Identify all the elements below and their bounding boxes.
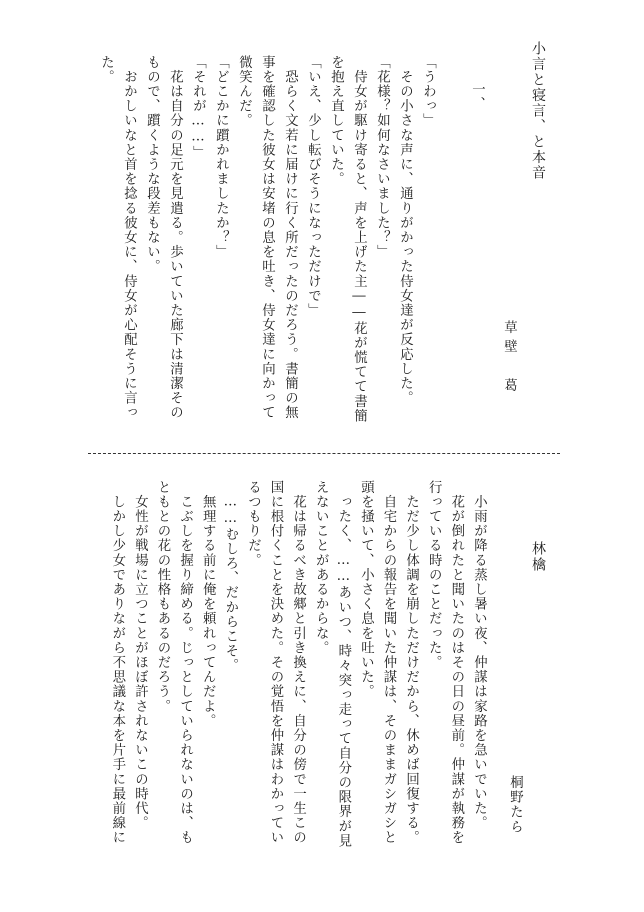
text-column: 無理する前に俺を頼れってんだよ。	[200, 480, 216, 729]
text-column: 頭を掻いて、小さく息を吐いた。	[358, 480, 374, 699]
text-column: もので、躓くような段差もない。	[144, 55, 160, 274]
text-column: ともとの花の性格もあるのだろう。	[155, 480, 170, 714]
bottom-story-author: 桐野たら	[507, 775, 523, 835]
text-column: その小さな声に、通りがかった侍女達が反応した。	[397, 55, 413, 406]
text-column: 行っている時のことだった。	[426, 480, 442, 670]
top-story-title: 小言と寝言、と本音	[530, 41, 546, 181]
text-column: しかし少女でありながら不思議な本を片手に最前線に	[109, 480, 125, 845]
text-column: 「花様？如何なさいました？」	[374, 55, 390, 260]
text-column: 花は自分の足元を見遣る。歩いていた廊下は清潔その	[167, 55, 183, 420]
text-column: 自宅からの報告を聞いた仲謀は、そのままガシガシと	[381, 480, 396, 845]
text-column: こぶしを握り締める。じっとしていられないのは、も	[177, 480, 193, 845]
text-column: 「どこかに躓かれましたか？」	[213, 55, 229, 260]
text-column: るつもりだ。	[245, 480, 261, 568]
text-column: 微笑んだ。	[236, 55, 252, 128]
text-column: 花が倒れたと聞いたのはその日の昼前。仲謀が執務を	[448, 480, 464, 845]
text-column: おかしいなと首を捻る彼女に、侍女が心配そうに言っ	[121, 55, 137, 420]
text-column: 女性が戦場に立つことがほぼ許されないこの時代。	[132, 480, 148, 831]
text-column: を抱え直していた。	[328, 55, 344, 187]
text-column: 国に根付くことを決めた。その覚悟を仲謀はわかってい	[268, 480, 283, 845]
text-column: 花は帰るべき故郷と引き換えに、自分の傍で一生この	[290, 480, 306, 845]
text-column: た。	[98, 55, 114, 85]
text-column: 「うわっ」	[420, 55, 436, 128]
text-column: 小雨が降る蒸し暑い夜、仲謀は家路を急いでいた。	[471, 480, 487, 831]
text-column: 恐らく文若に届けに行く所だったのだろう。書簡の無	[282, 55, 298, 420]
story-divider	[88, 453, 560, 454]
text-column: ったく、……あいつ、時々突っ走って自分の限界が見	[335, 480, 351, 849]
top-story-section-marker: 一、	[469, 82, 485, 112]
text-column: 「いえ、少し転びそうになっただけで」	[305, 55, 321, 318]
text-column: ただ少し体調を崩しただけだから、休めば回復する。	[403, 480, 419, 845]
text-column: 「それが……」	[190, 55, 206, 161]
text-column: 侍女が駆け寄ると、声を上げた主――花が慌てて書簡	[351, 55, 367, 424]
top-story-author: 草壁 葛	[501, 320, 517, 398]
text-column: ……むしろ、だからこそ。	[222, 480, 238, 673]
bottom-story-title: 林檎	[530, 541, 546, 573]
text-column: 事を確認した彼女は安堵の息を吐き、侍女達に向かって	[259, 55, 275, 420]
text-column: えないことがあるからな。	[313, 480, 329, 656]
